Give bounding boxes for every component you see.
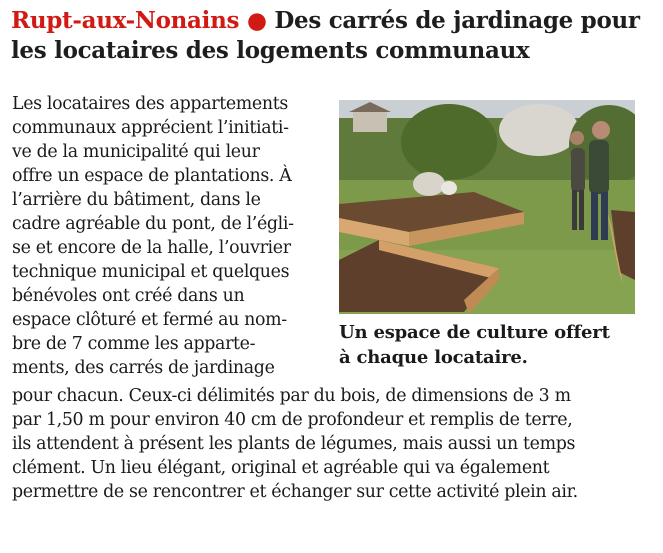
headline-title-line1: Des carrés de jardinage pour — [266, 7, 640, 34]
body-line: par 1,50 m pour environ 40 cm de profondeur et remplis de terre, — [12, 410, 573, 430]
body-line: bénévoles ont créé dans un — [12, 286, 245, 306]
body-line: clément. Un lieu élégant, original et agréable qui va également — [12, 458, 550, 478]
body-line: ils attendent à présent les plants de légumes, mais aussi un temps — [12, 434, 576, 454]
caption-line1: Un espace de culture offert — [339, 322, 610, 343]
body-line: communaux apprécient l’initiati- — [12, 118, 289, 138]
photo-caption — [339, 320, 649, 370]
body-line: se et encore de la halle, l’ouvrier — [12, 238, 291, 258]
headline-location: Rupt-aux-Nonains — [11, 7, 240, 34]
headline-title-line2: les locataires des logements communaux — [11, 37, 530, 64]
headline-bullet-icon: ● — [246, 7, 267, 34]
article-headline — [11, 6, 651, 66]
body-line: permettre de se rencontrer et échanger sur cette activité plein air. — [12, 482, 578, 502]
body-line: Les locataires des appartements — [12, 94, 288, 114]
body-line: espace clôturé et fermé au nom- — [12, 310, 287, 330]
garden-photo — [339, 100, 635, 314]
caption-line2: à chaque locataire. — [339, 347, 528, 368]
body-line: pour chacun. Ceux-ci délimités par du bois, de dimensions de 3 m — [12, 386, 571, 406]
body-line: bre de 7 comme les apparte- — [12, 334, 256, 354]
body-line: technique municipal et quelques — [12, 262, 290, 282]
body-line: offre un espace de plantations. À — [12, 166, 292, 186]
body-line: ments, des carrés de jardinage — [12, 358, 275, 378]
body-line: l’arrière du bâtiment, dans le — [12, 190, 261, 210]
body-line: cadre agréable du pont, de l’égli- — [12, 214, 294, 234]
body-line: ve de la municipalité qui leur — [12, 142, 260, 162]
